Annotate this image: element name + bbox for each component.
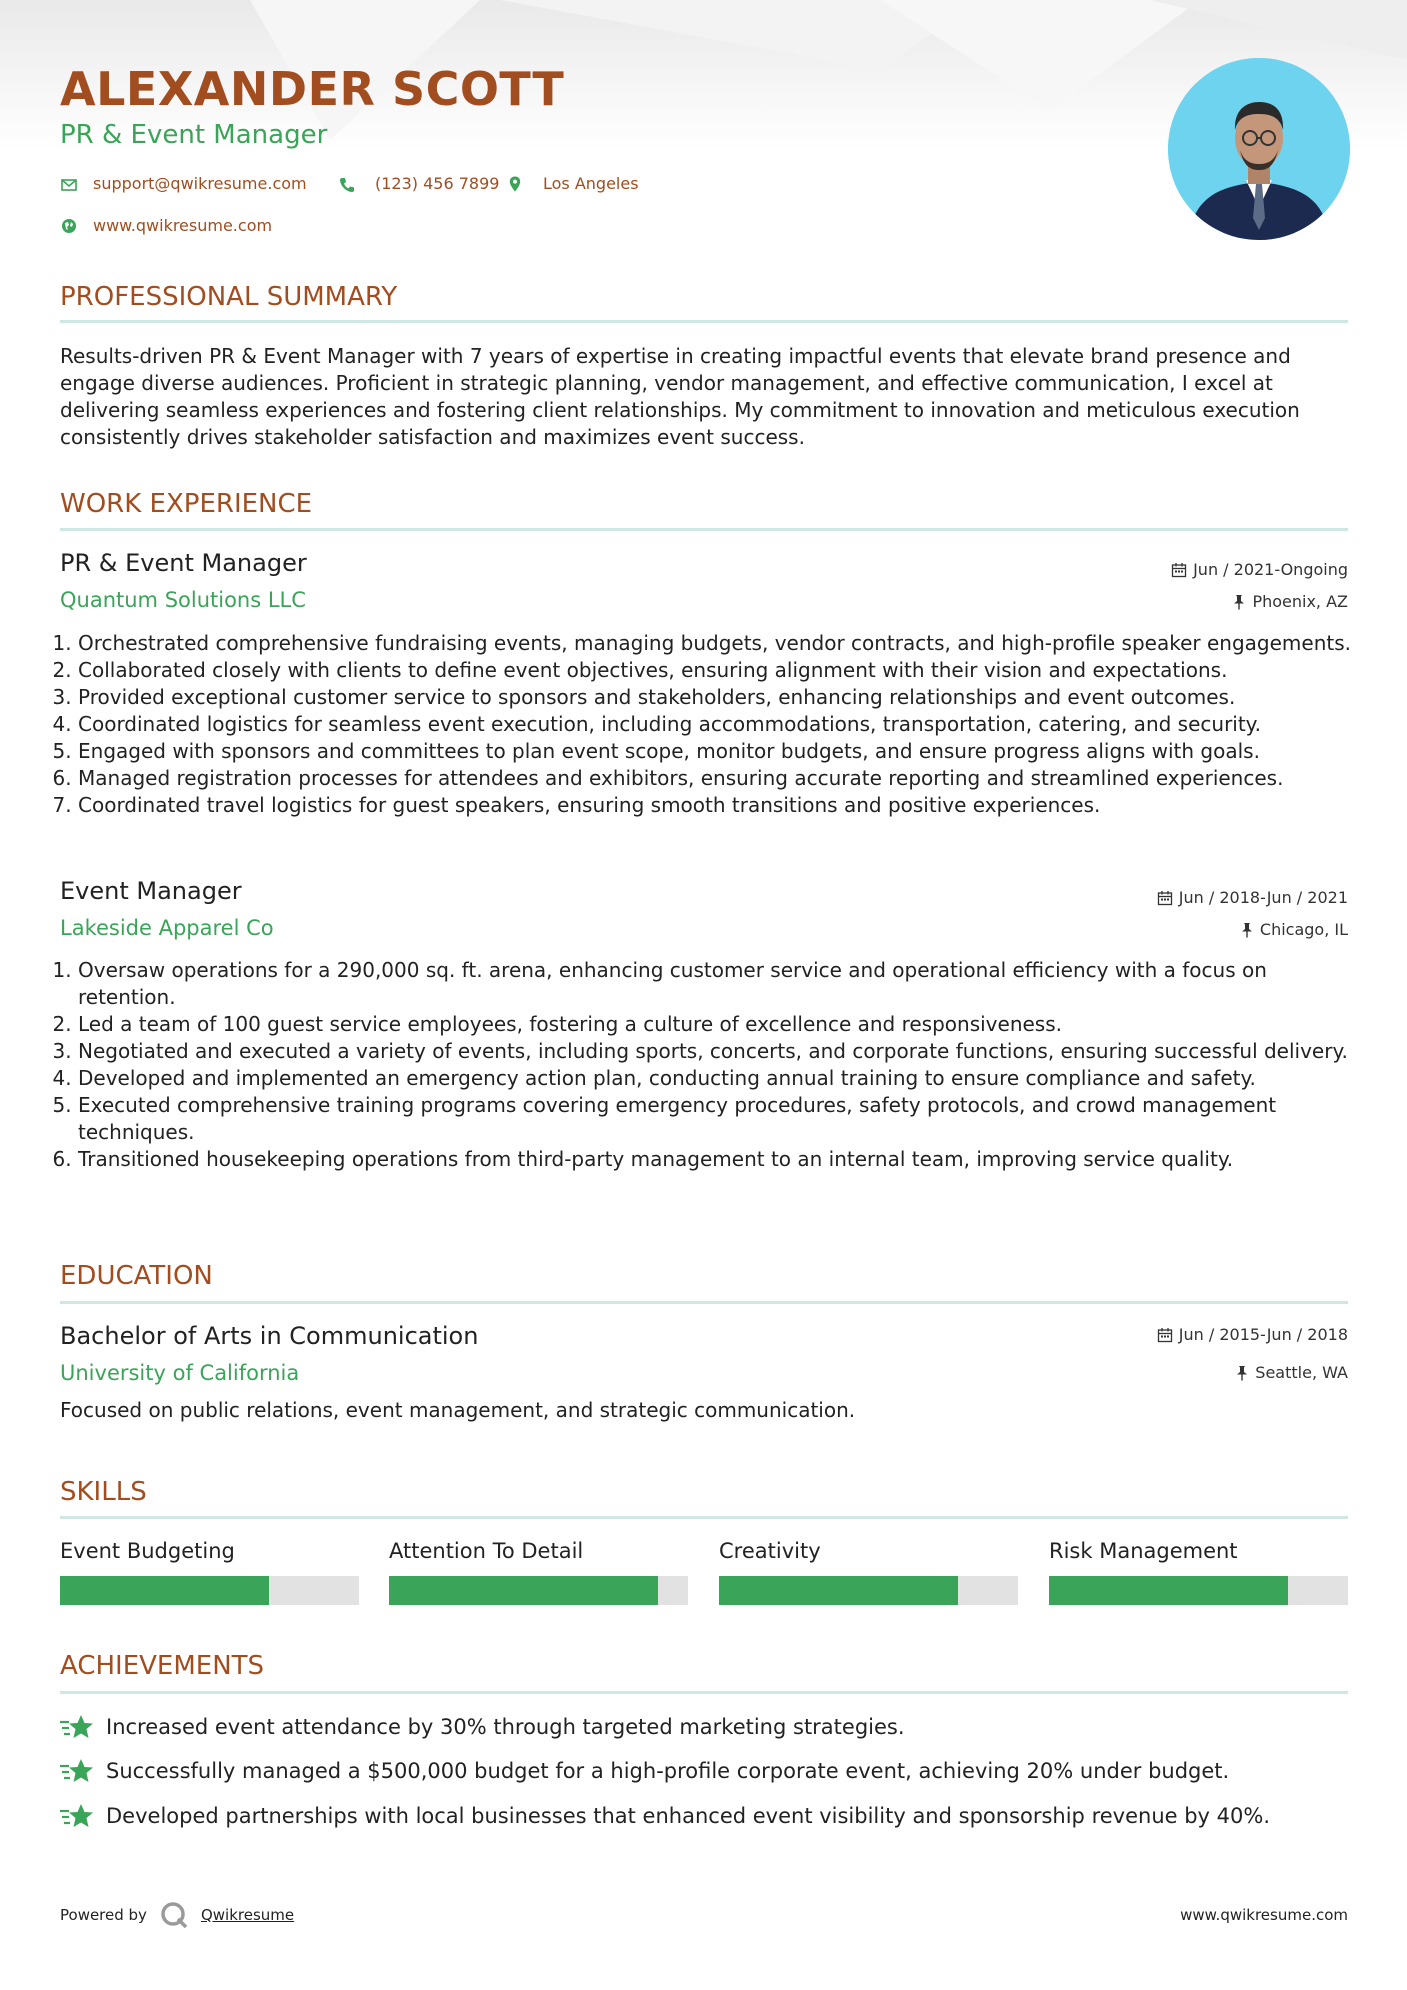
candidate-title: PR & Event Manager <box>60 120 328 150</box>
skill-label: Event Budgeting <box>60 1539 235 1563</box>
job-title: PR & Event Manager <box>60 549 307 577</box>
skill-bar-fill <box>719 1576 958 1605</box>
skills-divider <box>60 1516 1348 1519</box>
person-illustration <box>1168 58 1350 240</box>
job-dates <box>1171 560 1348 579</box>
list-item: 6. Managed registration processes for attendees and exhibitors, ensuring accurate reporting and streamlined experiences. <box>78 765 1358 792</box>
job-title: Event Manager <box>60 877 242 905</box>
list-item: 5. Executed comprehensive training programs covering emergency procedures, safety protocols, and crowd management techniques. <box>78 1092 1358 1146</box>
powered-by-label: Powered by <box>60 1906 147 1924</box>
skill-bar-fill <box>389 1576 658 1605</box>
skill-label: Attention To Detail <box>389 1539 584 1563</box>
skill-bar <box>1049 1576 1348 1605</box>
summary-divider <box>60 320 1348 323</box>
job-location <box>1232 592 1348 611</box>
education-description: Focused on public relations, event management, and strategic communication. <box>60 1398 856 1422</box>
website-link[interactable]: www.qwikresume.com <box>93 216 273 235</box>
calendar-icon <box>1157 890 1173 906</box>
skill-bar <box>719 1576 1018 1605</box>
star-icon <box>60 1713 94 1741</box>
job-bullets <box>58 957 1358 1173</box>
calendar-icon <box>1157 1327 1173 1343</box>
pushpin-icon <box>1235 1365 1249 1381</box>
list-item: 4. Developed and implemented an emergency action plan, conducting annual training to ensure compliance and safety. <box>78 1065 1358 1092</box>
degree-title: Bachelor of Arts in Communication <box>60 1322 479 1350</box>
experience-divider <box>60 528 1348 531</box>
education-location-text: Seattle, WA <box>1255 1363 1348 1382</box>
skill-label: Risk Management <box>1049 1539 1238 1563</box>
skills-heading: SKILLS <box>60 1477 147 1507</box>
globe-icon <box>60 217 78 235</box>
company-name: Lakeside Apparel Co <box>60 916 274 940</box>
footer-powered-by <box>60 1900 294 1930</box>
skill-bar <box>60 1576 359 1605</box>
company-name: Quantum Solutions LLC <box>60 588 306 612</box>
list-item: 7. Coordinated travel logistics for guest speakers, ensuring smooth transitions and positive experiences. <box>78 792 1358 819</box>
candidate-name: ALEXANDER SCOTT <box>60 62 565 116</box>
job-location-text: Chicago, IL <box>1259 920 1348 939</box>
achievement-text: Increased event attendance by 30% through targeted marketing strategies. <box>106 1715 905 1739</box>
star-icon <box>60 1802 94 1830</box>
envelope-icon <box>60 176 78 194</box>
job-location <box>1240 920 1348 939</box>
skill-bar-fill <box>60 1576 269 1605</box>
pushpin-icon <box>1232 594 1246 610</box>
list-item: 3. Provided exceptional customer service to sponsors and stakeholders, enhancing relationships and event outcomes. <box>78 684 1358 711</box>
skill-bar <box>389 1576 688 1605</box>
qwikresume-logo-icon <box>159 1900 189 1930</box>
phone-number[interactable]: (123) 456 7899 <box>375 174 500 193</box>
education-dates <box>1157 1325 1348 1344</box>
map-pin-icon <box>506 175 524 193</box>
qwikresume-link[interactable]: Qwikresume <box>200 1906 295 1924</box>
achievement-text: Developed partnerships with local businesses that enhanced event visibility and sponsorship revenue by 40%. <box>106 1804 1271 1828</box>
education-location <box>1235 1363 1348 1382</box>
phone-icon <box>338 176 356 194</box>
skill-label: Creativity <box>719 1539 821 1563</box>
education-heading: EDUCATION <box>60 1261 213 1291</box>
job-dates-text: Jun / 2018-Jun / 2021 <box>1178 888 1348 907</box>
calendar-icon <box>1171 562 1187 578</box>
list-item: 4. Coordinated logistics for seamless event execution, including accommodations, transportation, catering, and security. <box>78 711 1358 738</box>
list-item: 5. Engaged with sponsors and committees to plan event scope, monitor budgets, and ensure progress aligns with goals. <box>78 738 1358 765</box>
star-icon <box>60 1757 94 1785</box>
summary-heading: PROFESSIONAL SUMMARY <box>60 282 398 312</box>
experience-heading: WORK EXPERIENCE <box>60 489 313 519</box>
list-item: 6. Transitioned housekeeping operations from third-party management to an internal team, improving service quality. <box>78 1146 1358 1173</box>
achievement-text: Successfully managed a $500,000 budget for a high-profile corporate event, achieving 20% under budget. <box>106 1759 1230 1783</box>
job-dates <box>1157 888 1348 907</box>
achievement-item <box>60 1757 1229 1785</box>
education-dates-text: Jun / 2015-Jun / 2018 <box>1178 1325 1348 1344</box>
achievements-heading: ACHIEVEMENTS <box>60 1651 265 1681</box>
job-bullets <box>58 630 1358 819</box>
footer-url[interactable]: www.qwikresume.com <box>1180 1906 1348 1924</box>
location-text: Los Angeles <box>543 174 639 193</box>
list-item: 1. Orchestrated comprehensive fundraising events, managing budgets, vendor contracts, and high-profile speaker engagements. <box>78 630 1358 657</box>
job-dates-text: Jun / 2021-Ongoing <box>1193 560 1348 579</box>
job-location-text: Phoenix, AZ <box>1252 592 1348 611</box>
profile-photo <box>1168 58 1350 240</box>
summary-text: Results-driven PR & Event Manager with 7 years of expertise in creating impactful events that elevate brand presence and engage diverse audiences. Proficient in strategic planning, vendor management, and effective communication, I excel at delivering seamless experiences and fostering client relationships. My commitment to innovation and meticulous execution consistently drives stakeholder satisfaction and maximizes event success. <box>60 344 1300 449</box>
list-item: 2. Led a team of 100 guest service employees, fostering a culture of excellence and responsiveness. <box>78 1011 1358 1038</box>
education-divider <box>60 1301 1348 1304</box>
achievement-item <box>60 1802 1270 1830</box>
list-item: 2. Collaborated closely with clients to define event objectives, ensuring alignment with their vision and expectations. <box>78 657 1358 684</box>
pushpin-icon <box>1240 922 1254 938</box>
achievement-item <box>60 1713 905 1741</box>
skill-bar-fill <box>1049 1576 1288 1605</box>
achievements-divider <box>60 1691 1348 1694</box>
school-name: University of California <box>60 1361 300 1385</box>
list-item: 1. Oversaw operations for a 290,000 sq. ft. arena, enhancing customer service and operational efficiency with a focus on retention. <box>78 957 1358 1011</box>
list-item: 3. Negotiated and executed a variety of events, including sports, concerts, and corporate functions, ensuring successful delivery. <box>78 1038 1358 1065</box>
email-link[interactable]: support@qwikresume.com <box>93 174 307 193</box>
